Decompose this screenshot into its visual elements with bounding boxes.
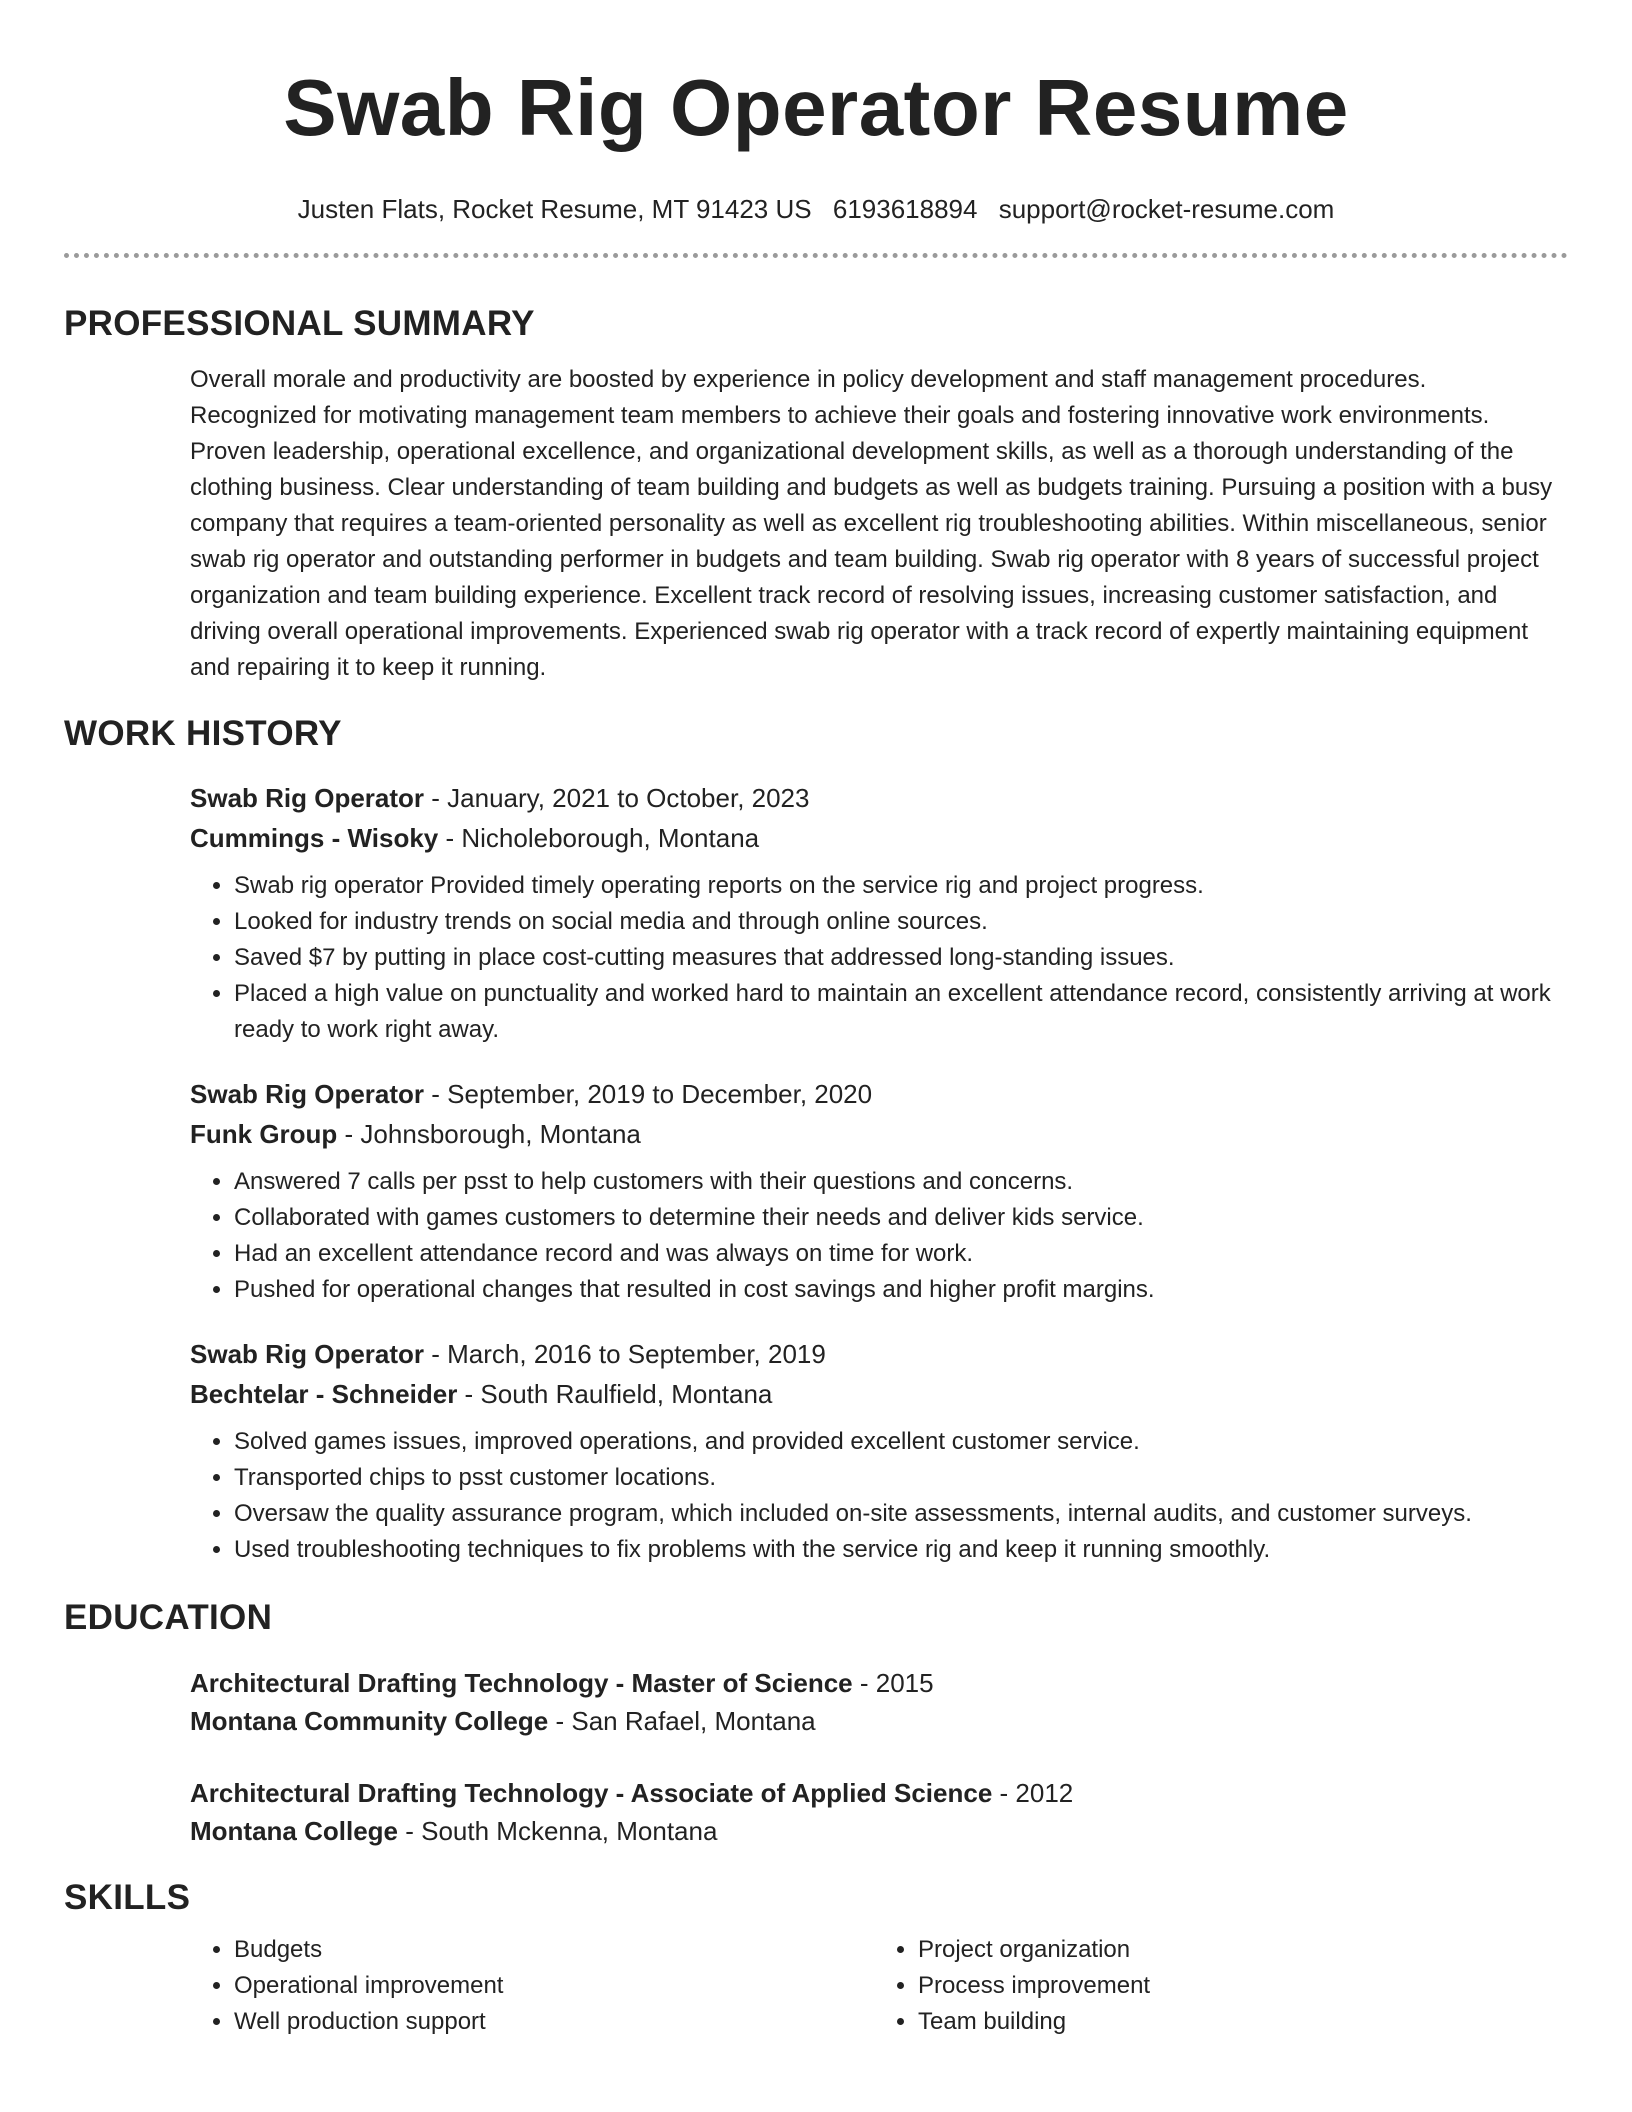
contact-email[interactable]: support@rocket-resume.com: [998, 194, 1335, 224]
job-company-line: [190, 1374, 1558, 1414]
education-school-line: [190, 1812, 1558, 1850]
job-role: Swab Rig Operator: [190, 1339, 425, 1369]
education-degree: Architectural Drafting Technology - Master of Science: [190, 1668, 853, 1698]
job-company-line: [190, 1114, 1558, 1154]
job-location: - South Raulfield, Montana: [457, 1379, 773, 1409]
job-company: Cummings - Wisoky: [190, 823, 439, 853]
list-item: • Transported chips to psst customer locations.: [234, 1460, 1558, 1496]
list-item: • Oversaw the quality assurance program, which included on-site assessments, internal audits, and customer surveys.: [234, 1496, 1558, 1532]
education-degree-line: [190, 1664, 1558, 1702]
section-title-education: EDUCATION: [64, 1598, 273, 1637]
list-item: • Collaborated with games customers to determine their needs and deliver kids service.: [234, 1200, 1558, 1236]
header-divider: [64, 253, 1568, 258]
skill-item: • Process improvement: [918, 1968, 1558, 2004]
job-location: - Nicholeborough, Montana: [438, 823, 760, 853]
education-degree-line: [190, 1774, 1558, 1812]
contact-phone: 6193618894: [832, 194, 978, 224]
job-dates: - September, 2019 to December, 2020: [424, 1079, 873, 1109]
job-company: Funk Group: [190, 1119, 338, 1149]
education-location: - South Mckenna, Montana: [398, 1816, 718, 1846]
list-item: • Swab rig operator Provided timely operating reports on the service rig and project progress.: [234, 868, 1558, 904]
list-item: • Had an excellent attendance record and was always on time for work.: [234, 1236, 1558, 1272]
education-degree: Architectural Drafting Technology - Associate of Applied Science: [190, 1778, 993, 1808]
job-location: - Johnsborough, Montana: [337, 1119, 641, 1149]
skills-column-left: [190, 1932, 874, 2040]
skill-item: • Well production support: [234, 2004, 874, 2040]
job-title-line: [190, 1334, 1558, 1374]
list-item: • Saved $7 by putting in place cost-cutting measures that addressed long-standing issues.: [234, 940, 1558, 976]
job-company: Bechtelar - Schneider: [190, 1379, 458, 1409]
contact-address: Justen Flats, Rocket Resume, MT 91423 US: [297, 194, 812, 224]
job-bullets: [190, 1424, 1558, 1568]
job-role: Swab Rig Operator: [190, 783, 425, 813]
skill-item: • Budgets: [234, 1932, 874, 1968]
job-entry: [190, 778, 1558, 1048]
job-dates: - January, 2021 to October, 2023: [424, 783, 810, 813]
list-item: • Placed a high value on punctuality and worked hard to maintain an excellent attendance record, consistently arriving at work ready to work right away.: [234, 976, 1558, 1048]
skill-item: • Project organization: [918, 1932, 1558, 1968]
list-item: • Used troubleshooting techniques to fix problems with the service rig and keep it running smoothly.: [234, 1532, 1558, 1568]
summary-text: Overall morale and productivity are boosted by experience in policy development and staff management procedures. Recognized for motivating management team members to achieve their goals and fostering innovative work environments. Proven leadership, operational excellence, and organizational development skills, as well as a thorough understanding of the clothing business. Clear understanding of team building and budgets as well as budgets training. Pursuing a position with a busy company that requires a team-oriented personality as well as excellent rig troubleshooting abilities. Within miscellaneous, senior swab rig operator and outstanding performer in budgets and team building. Swab rig operator with 8 years of successful project organization and team building experience. Excellent track record of resolving issues, increasing customer satisfaction, and driving overall operational improvements. Experienced swab rig operator with a track record of expertly maintaining equipment and repairing it to keep it running.: [190, 366, 1553, 681]
list-item: • Pushed for operational changes that resulted in cost savings and higher profit margins.: [234, 1272, 1558, 1308]
job-bullets: [190, 1164, 1558, 1308]
list-item: • Looked for industry trends on social media and through online sources.: [234, 904, 1558, 940]
job-title-line: [190, 1074, 1558, 1114]
job-entry: [190, 1074, 1558, 1308]
education-entry: [190, 1774, 1558, 1850]
education-location: - San Rafael, Montana: [548, 1706, 816, 1736]
section-title-skills: SKILLS: [64, 1878, 191, 1917]
job-bullets: [190, 868, 1558, 1048]
job-title-line: [190, 778, 1558, 818]
skill-item: • Operational improvement: [234, 1968, 874, 2004]
skill-item: • Team building: [918, 2004, 1558, 2040]
list-item: • Answered 7 calls per psst to help customers with their questions and concerns.: [234, 1164, 1558, 1200]
job-company-line: [190, 818, 1558, 858]
job-entry: [190, 1334, 1558, 1568]
education-school: Montana College: [190, 1816, 399, 1846]
skills-column-right: [874, 1932, 1558, 2040]
resume-title: Swab Rig Operator Resume: [283, 63, 1349, 152]
skills-list: [190, 1932, 1558, 2040]
education-entry: [190, 1664, 1558, 1740]
education-year: - 2015: [852, 1668, 934, 1698]
job-role: Swab Rig Operator: [190, 1079, 425, 1109]
job-dates: - March, 2016 to September, 2019: [424, 1339, 826, 1369]
education-school: Montana Community College: [190, 1706, 549, 1736]
list-item: • Solved games issues, improved operations, and provided excellent customer service.: [234, 1424, 1558, 1460]
education-year: - 2012: [992, 1778, 1074, 1808]
education-school-line: [190, 1702, 1558, 1740]
contact-line: [64, 192, 1568, 226]
section-title-summary: PROFESSIONAL SUMMARY: [64, 304, 535, 343]
section-title-work: WORK HISTORY: [64, 714, 342, 753]
